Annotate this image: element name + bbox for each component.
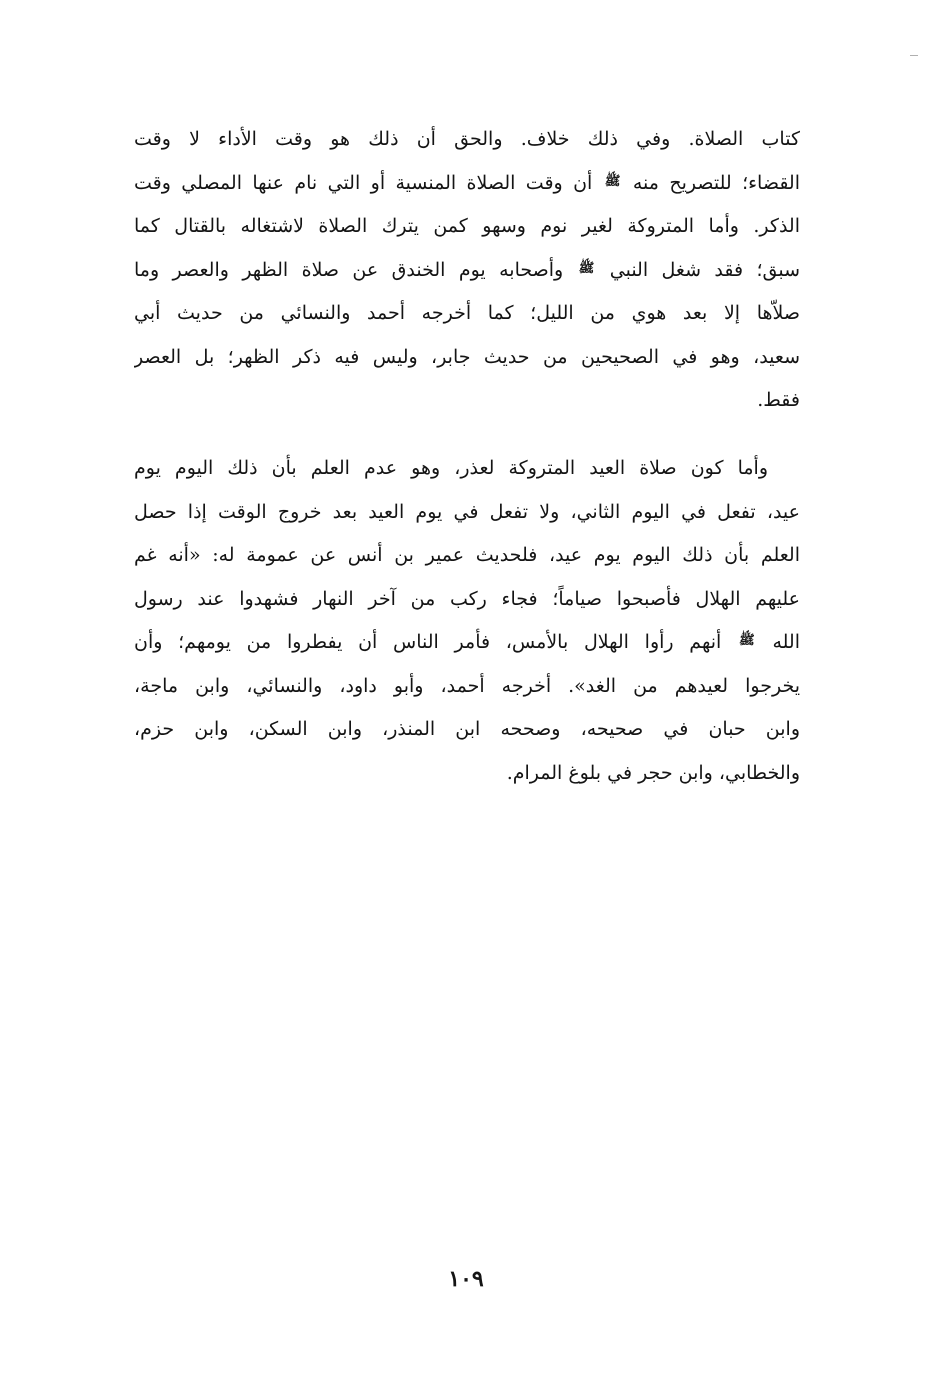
paragraph-2-line-4: عليهم الهلال فأصبحوا صياماً؛ فجاء ركب من آخر النهار فشهدوا عند رسول <box>134 587 800 610</box>
salutation-glyph: ﷺ <box>604 173 621 189</box>
paragraph-1-line-5: صلاّها إلا بعد هوي من الليل؛ كما أخرجه أحمد والنسائي من حديث أبي <box>134 302 800 324</box>
paragraph-2 <box>134 447 800 795</box>
paragraph-1-line-4: سبق؛ فقد شغل النبي ﷺ وأصحابه يوم الخندق عن صلاة الظهر والعصر وما <box>134 258 800 281</box>
salutation-glyph: ﷺ <box>739 633 755 648</box>
paragraph-2-line-2: عيد، تفعل في اليوم الثاني، ولا تفعل في يوم العيد بعد خروج الوقت إذا حصل <box>134 500 800 523</box>
paragraph-1-line-2: القضاء؛ للتصريح منه ﷺ أن وقت الصلاة المنسية أو التي نام عنها المصلي وقت <box>134 171 800 194</box>
page-number: ١٠٩ <box>448 1266 484 1292</box>
salutation-glyph: ﷺ <box>578 260 595 276</box>
paragraph-2-line-3: العلم بأن ذلك اليوم يوم عيد، فلحديث عمير بن أنس عن عمومة له: «أنه غم <box>134 544 800 566</box>
paragraph-1-line-3: الذكر. وأما المتروكة لغير نوم وسهو كمن يترك الصلاة لاشتغاله بالقتال كما <box>134 215 800 237</box>
scan-mark <box>910 55 918 56</box>
paragraph-1-line-7: فقط. <box>757 389 800 411</box>
paragraph-1-line-6: سعيد، وهو في الصحيحين من حديث جابر، وليس فيه ذكر الظهر؛ بل العصر <box>134 345 800 368</box>
paragraph-2-line-7: وابن حبان في صحيحه، وصححه ابن المنذر، وابن السكن، وابن حزم، <box>134 718 800 740</box>
paragraph-2-line-8: والخطابي، وابن حجر في بلوغ المرام. <box>506 761 800 784</box>
paragraph-2-line-1: وأما كون صلاة العيد المتروكة لعذر، وهو عدم العلم بأن ذلك اليوم يوم <box>134 457 768 479</box>
paragraph-1-line-1: كتاب الصلاة. وفي ذلك خلاف. والحق أن ذلك هو وقت الأداء لا وقت <box>134 128 800 150</box>
paragraph-1 <box>134 118 800 423</box>
paragraph-2-line-5: الله ﷺ أنهم رأوا الهلال بالأمس، فأمر الناس أن يفطروا من يومهم؛ وأن <box>134 631 800 653</box>
paragraph-2-line-6: يخرجوا لعيدهم من الغد». أخرجه أحمد، وأبو داود، والنسائي، وابن ماجة، <box>134 674 800 697</box>
